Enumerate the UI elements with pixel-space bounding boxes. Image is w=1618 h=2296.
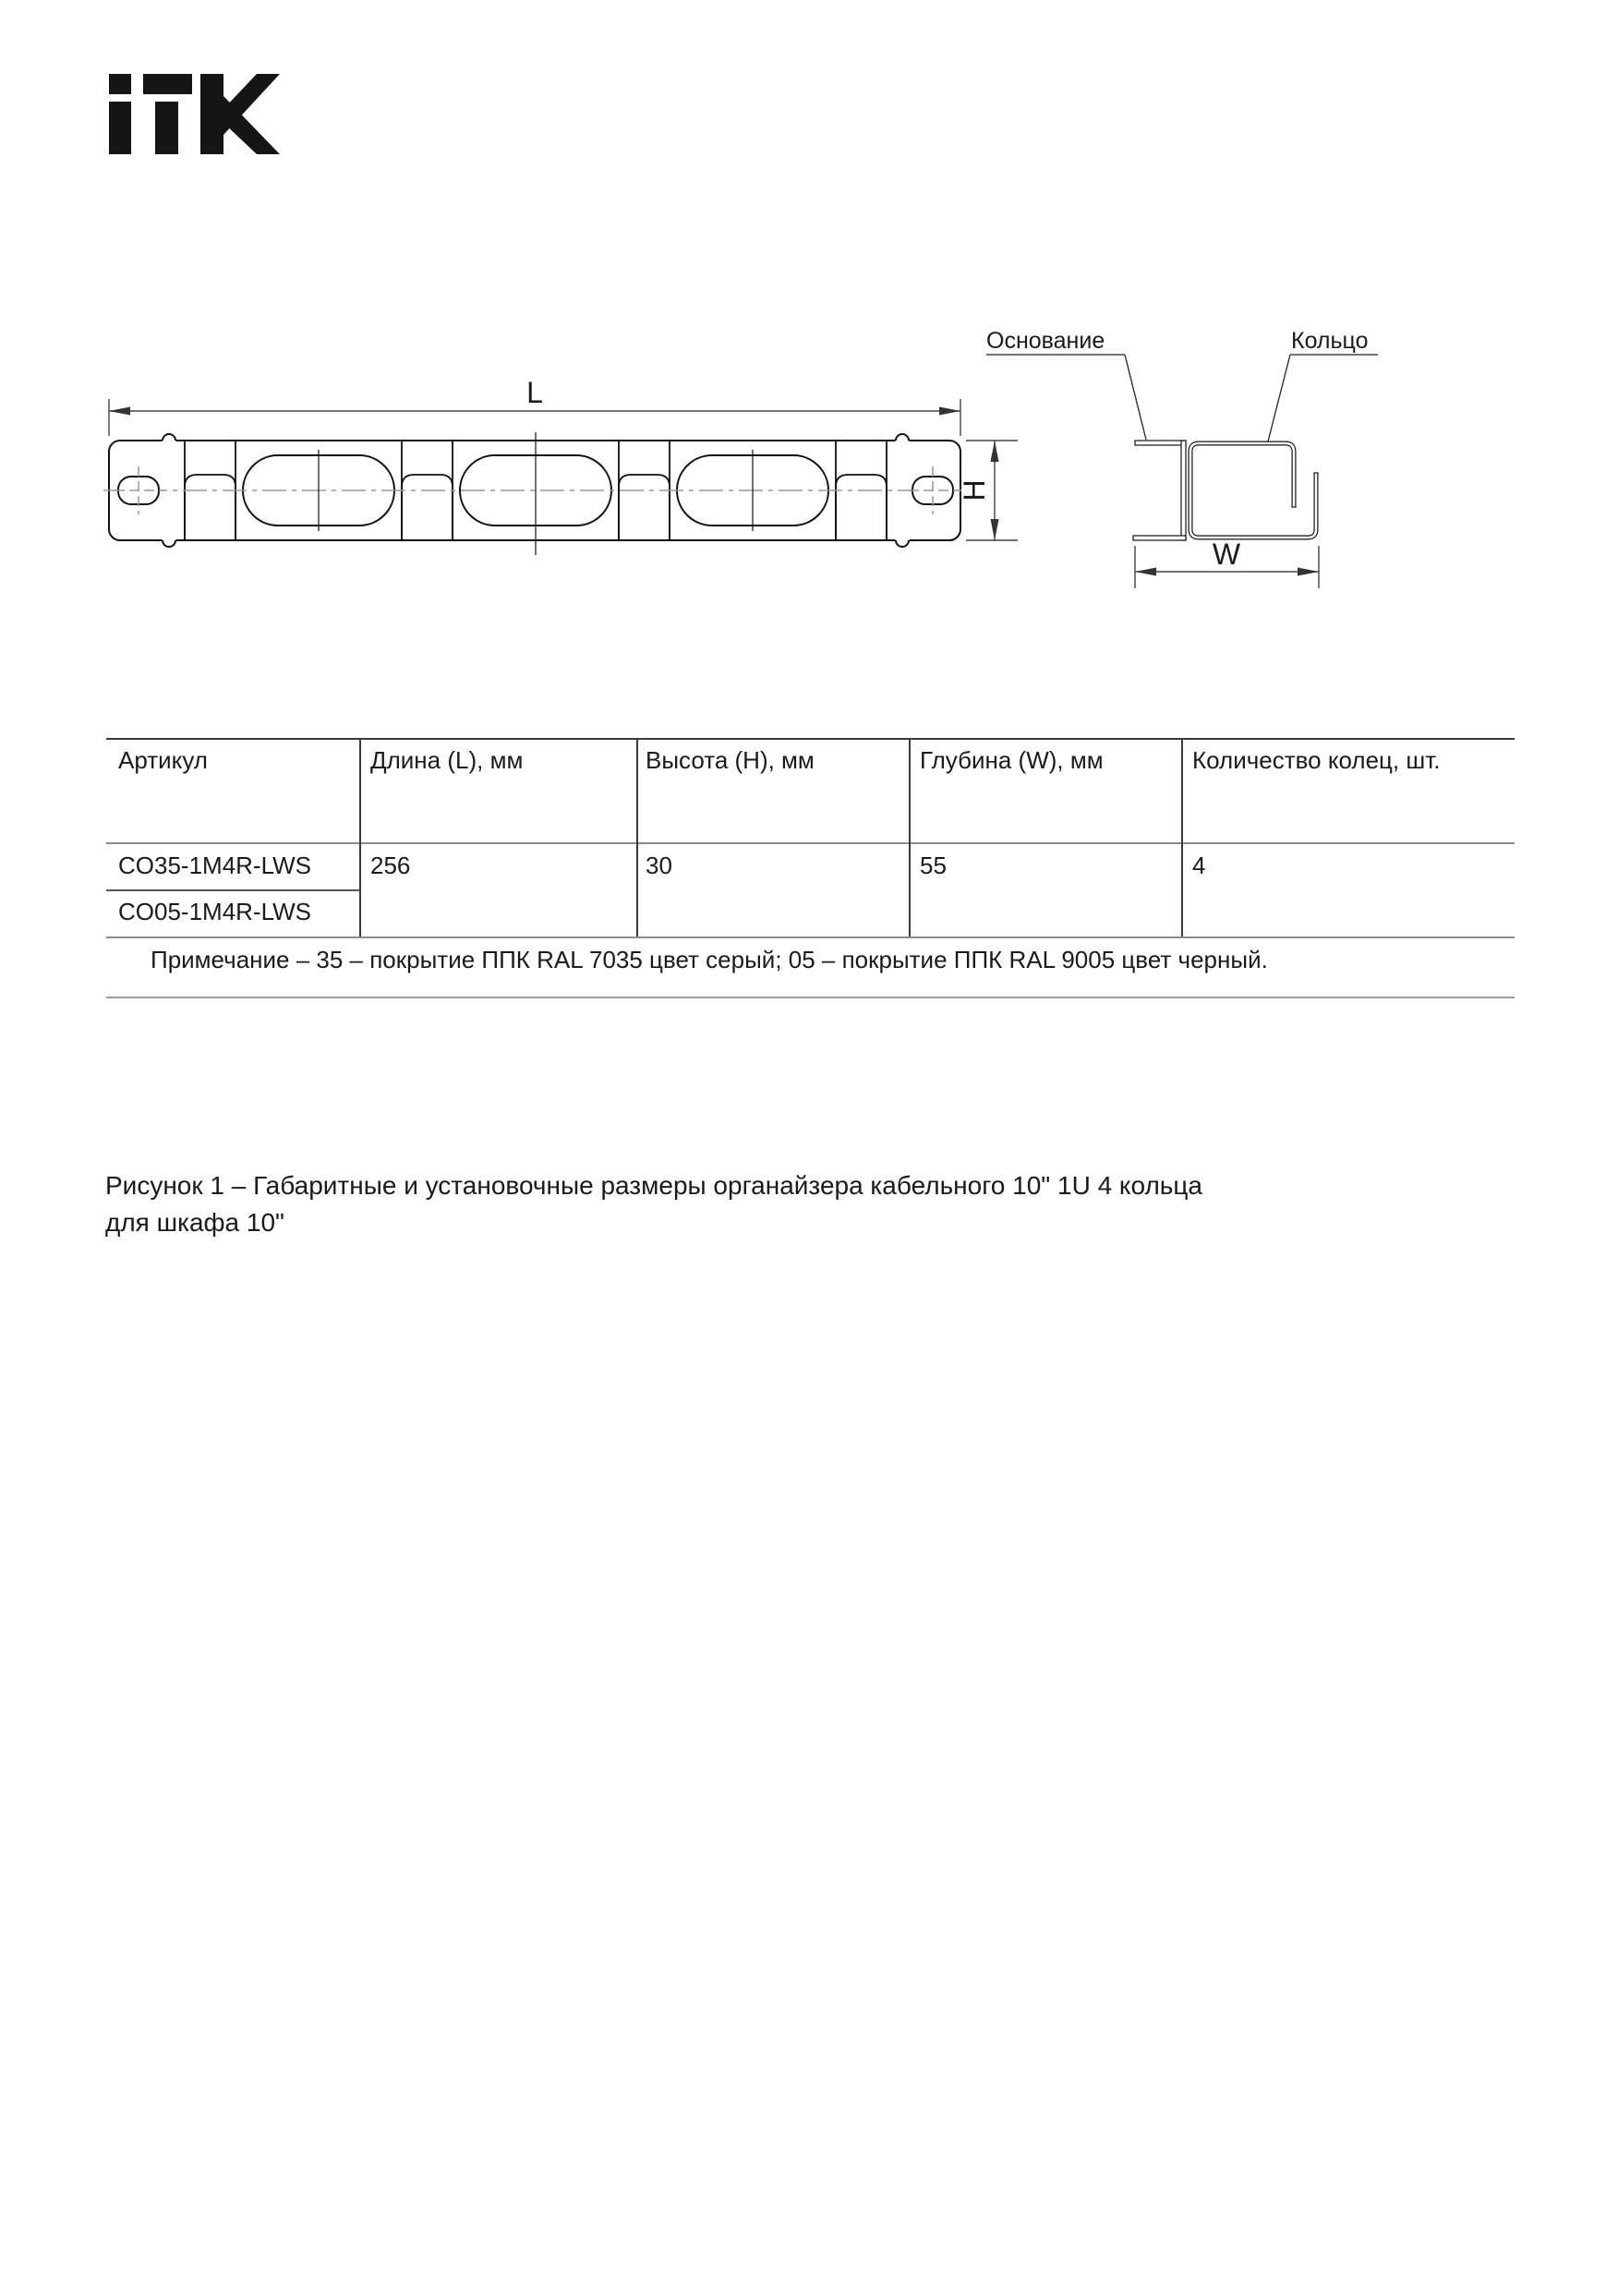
front-view (103, 376, 1018, 555)
table-cell-rings: 4 (1192, 852, 1206, 879)
base-label: Основание (986, 328, 1105, 354)
table-cell-length: 256 (370, 852, 411, 879)
dim-W-arrow-left (1135, 568, 1156, 576)
dim-L-label: L (526, 376, 543, 409)
table-row-separator-col1 (106, 889, 360, 891)
table-header-rings: Количество колец, шт. (1192, 746, 1441, 774)
table-note-bottom-rule (106, 997, 1515, 998)
table-cell-article-2: CO05-1M4R-LWS (118, 898, 312, 925)
dim-H-label: H (958, 479, 991, 501)
table-header-separator (106, 842, 1515, 844)
table-cell-article-1: CO35-1M4R-LWS (118, 852, 312, 879)
ring-leader-line (1268, 355, 1290, 441)
table-col-separator-3 (909, 739, 911, 937)
table-header-article: Артикул (118, 746, 208, 774)
figure-caption-line1: Рисунок 1 – Габаритные и установочные размеры органайзера кабельного 10" 1U 4 кольца (105, 1171, 1202, 1200)
base-leader-line (1125, 355, 1146, 440)
side-view (986, 328, 1378, 588)
table-header-length: Длина (L), мм (370, 746, 524, 774)
ring-label: Кольцо (1291, 328, 1369, 354)
table-bottom-border (106, 937, 1515, 938)
ring-profile-inner (1190, 443, 1316, 538)
table-header-height: Высота (H), мм (646, 746, 815, 774)
table-col-separator-1 (359, 739, 361, 937)
ring-profile-outline (1190, 443, 1316, 538)
dim-H-arrow-bottom (991, 519, 999, 540)
table-header-depth: Глубина (W), мм (920, 746, 1104, 774)
table-cell-height: 30 (646, 852, 672, 879)
table-note: Примечание – 35 – покрытие ППК RAL 7035 цвет серый; 05 – покрытие ППК RAL 9005 цвет черный. (151, 946, 1268, 973)
base-profile (1133, 441, 1186, 540)
dim-L-arrow-left (109, 407, 130, 416)
table-top-border (106, 738, 1515, 740)
dim-W-arrow-right (1298, 568, 1319, 576)
table-col-separator-2 (636, 739, 638, 937)
dim-W-label: W (1212, 538, 1241, 571)
figure-caption-line2: для шкафа 10" (105, 1208, 284, 1237)
figure-caption (105, 1167, 1202, 1241)
dim-H-arrow-top (991, 441, 999, 462)
dimension-drawing (0, 0, 1618, 647)
dim-L-arrow-right (939, 407, 960, 416)
table-cell-depth: 55 (920, 852, 947, 879)
table-col-separator-4 (1181, 739, 1183, 937)
